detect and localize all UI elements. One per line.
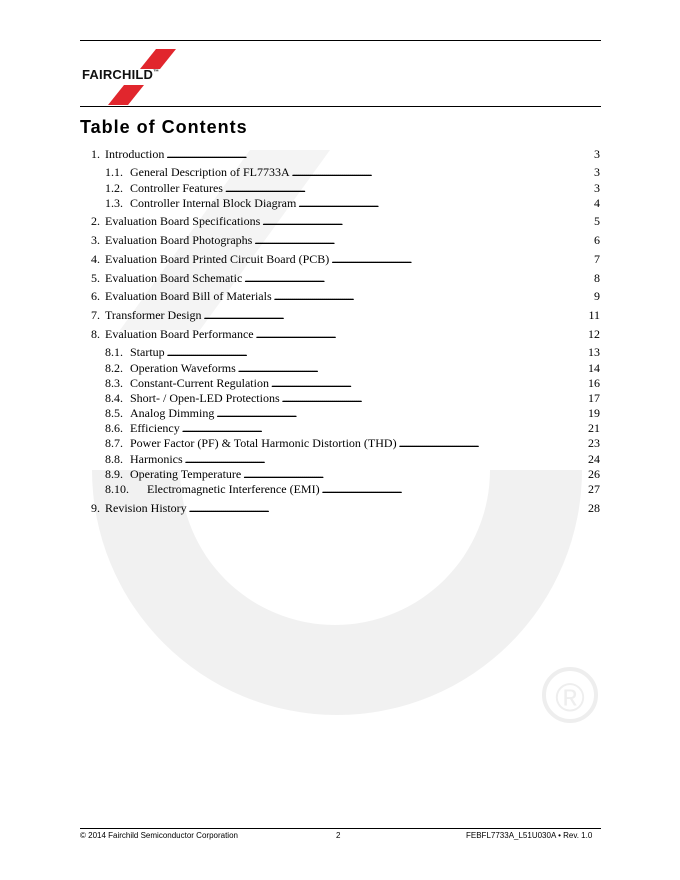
toc-entry-6[interactable]: 6. Evaluation Board Bill of Materials . . . 9 <box>91 289 600 303</box>
toc-entry-8-8[interactable]: 8.8. Harmonics . . . 24 <box>105 452 600 466</box>
toc-entry-8-3[interactable]: 8.3. Constant-Current Regulation . . . 16 <box>105 376 600 390</box>
fairchild-logo-text: FAIRCHILD™ <box>82 67 160 82</box>
toc-entry-1-2[interactable]: 1.2. Controller Features . . . 3 <box>105 181 600 195</box>
footer-doc-id: FEBFL7733A_L51U030A • Rev. 1.0 <box>466 831 593 840</box>
toc-entry-8-4[interactable]: 8.4. Short- / Open-LED Protections . . . 17 <box>105 391 600 405</box>
toc-entry-8-5[interactable]: 8.5. Analog Dimming . . . 19 <box>105 406 600 420</box>
toc-entry-8[interactable]: 8. Evaluation Board Performance . . . 12 <box>91 327 600 341</box>
toc-entry-1[interactable]: 1. Introduction . . . 3 <box>91 147 600 161</box>
footer-page-number: 2 <box>336 831 341 840</box>
toc-entry-1-3[interactable]: 1.3. Controller Internal Block Diagram . . . 4 <box>105 196 600 210</box>
toc-title: Table of Contents <box>80 117 248 137</box>
toc-entry-1-1[interactable]: 1.1. General Description of FL7733A . . . 3 <box>105 165 600 179</box>
toc-entry-8-9[interactable]: 8.9. Operating Temperature . . . 26 <box>105 467 600 481</box>
toc-entry-4[interactable]: 4. Evaluation Board Printed Circuit Board (PCB) . . . 7 <box>91 252 600 266</box>
toc-entry-3[interactable]: 3. Evaluation Board Photographs . . . 6 <box>91 233 600 247</box>
toc-entry-8-6[interactable]: 8.6. Efficiency . . . 21 <box>105 421 600 435</box>
toc-entry-8-7[interactable]: 8.7. Power Factor (PF) & Total Harmonic Distortion (THD) . . . 23 <box>105 436 600 450</box>
top-rule <box>80 40 601 41</box>
registered-mark: ® <box>555 676 585 720</box>
toc-entry-9[interactable]: 9. Revision History . . . 28 <box>91 501 600 515</box>
header-rule <box>80 106 601 107</box>
toc-entry-5[interactable]: 5. Evaluation Board Schematic . . . 8 <box>91 271 600 285</box>
toc-entry-2[interactable]: 2. Evaluation Board Specifications . . . 5 <box>91 214 600 228</box>
footer-rule <box>80 828 601 829</box>
toc-entry-7[interactable]: 7. Transformer Design . . . 11 <box>91 308 600 322</box>
toc-entry-8-2[interactable]: 8.2. Operation Waveforms . . . 14 <box>105 361 600 375</box>
toc-entry-8-1[interactable]: 8.1. Startup . . . 13 <box>105 345 600 359</box>
footer-copyright: © 2014 Fairchild Semiconductor Corporation <box>80 831 238 840</box>
toc-entry-8-10[interactable]: 8.10. Electromagnetic Interference (EMI) . . . 27 <box>105 482 600 496</box>
